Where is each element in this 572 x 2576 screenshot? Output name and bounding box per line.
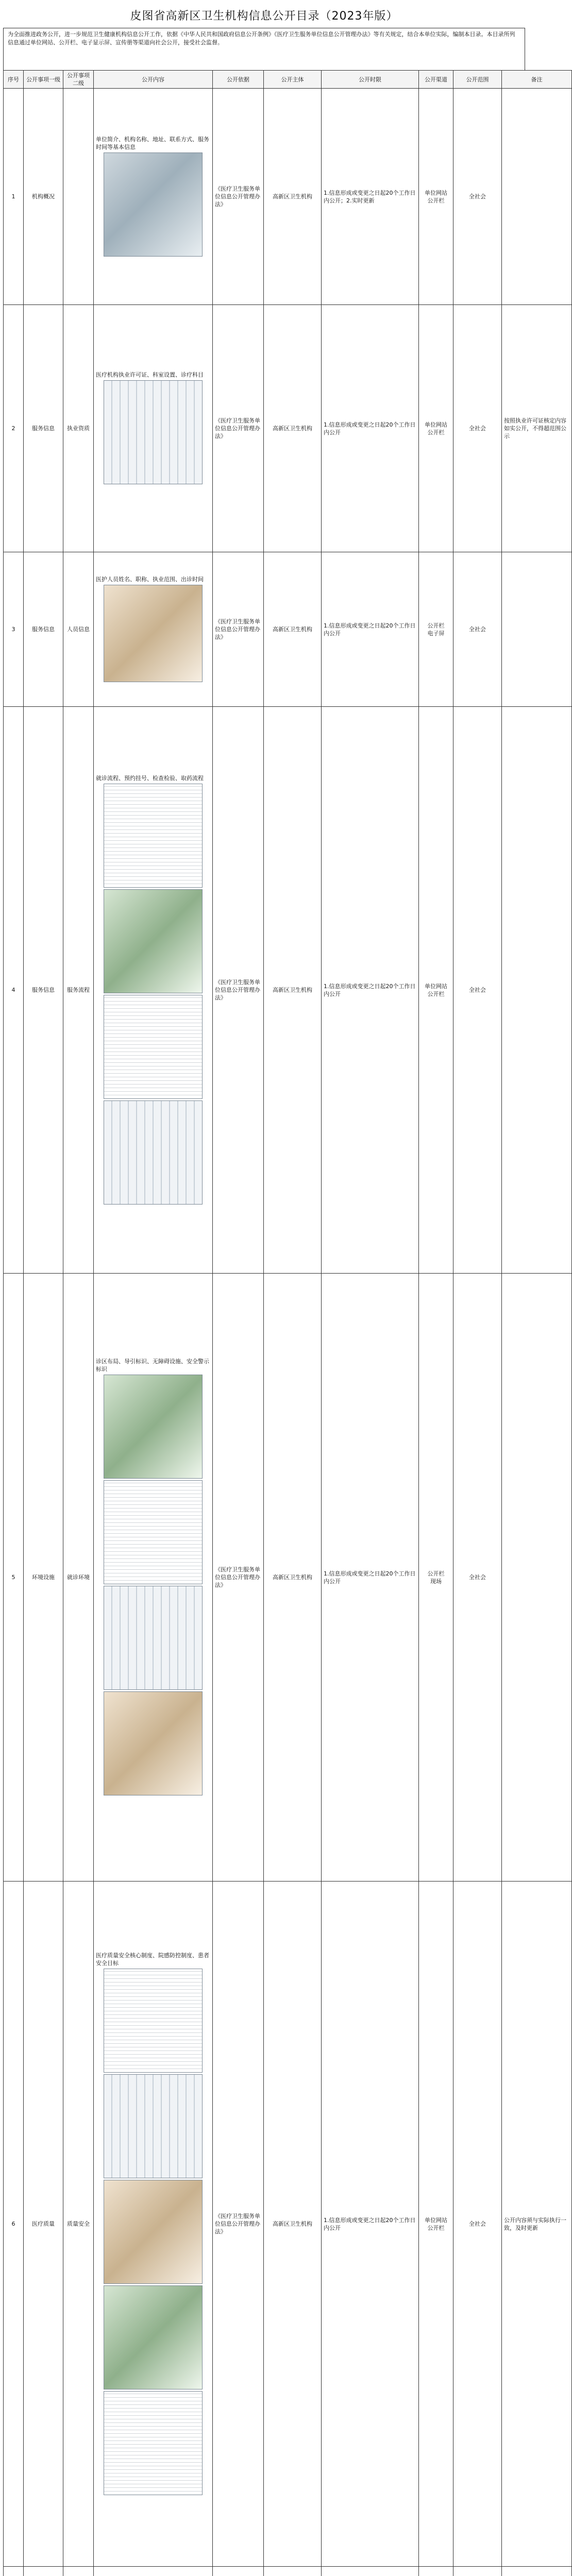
- cell-content: [94, 2567, 213, 2576]
- cell-scope: [453, 552, 502, 707]
- cell-time: [322, 89, 419, 305]
- evidence-photo: [104, 1375, 203, 1479]
- cell-subject: [264, 707, 322, 1274]
- cell-scope-text: 全社会: [469, 425, 486, 432]
- table-row: [4, 305, 572, 552]
- cell-l1-text: 环境设施: [32, 1574, 55, 1581]
- evidence-photo: [104, 889, 203, 993]
- evidence-photo: [104, 1586, 203, 1690]
- cell-l2: [63, 2567, 94, 2576]
- cell-content: [94, 552, 213, 707]
- header-scope: 公开范围: [453, 71, 502, 89]
- cell-basis: [213, 1274, 264, 1882]
- cell-channel-text: 单位网站 公开栏: [425, 189, 447, 204]
- cell-req: [502, 2567, 572, 2576]
- evidence-photo: [104, 585, 203, 682]
- cell-no: [4, 2567, 24, 2576]
- evidence-photo: [104, 784, 203, 888]
- cell-time: [322, 1274, 419, 1882]
- cell-channel: [419, 2567, 453, 2576]
- cell-content-text: 医护人员姓名、职称、执业范围、出诊时间: [96, 575, 204, 583]
- cell-channel-text: 公开栏 电子屏: [427, 622, 445, 637]
- cell-l2: [63, 552, 94, 707]
- evidence-photo: [104, 380, 203, 484]
- cell-subject: [264, 1882, 322, 2567]
- header-no: 序号: [4, 71, 24, 89]
- cell-scope: [453, 2567, 502, 2576]
- evidence-photo: [104, 2180, 203, 2284]
- cell-l1: [24, 2567, 63, 2576]
- table-row: [4, 2567, 572, 2576]
- cell-scope: [453, 707, 502, 1274]
- cell-content: [94, 89, 213, 305]
- cell-l1: [24, 89, 63, 305]
- cell-channel: [419, 305, 453, 552]
- header-req: 备注: [502, 71, 572, 89]
- cell-content-text: 就诊流程、预约挂号、检查检验、取药流程: [96, 774, 204, 782]
- cell-req-text: 按照执业许可证核定内容如实公开，不得超范围公示: [504, 417, 566, 439]
- cell-time-text: 1.信息形成或变更之日起20个工作日内公开: [324, 1570, 416, 1585]
- cell-channel: [419, 552, 453, 707]
- cell-scope: [453, 1882, 502, 2567]
- cell-basis-text: 《医疗卫生服务单位信息公开管理办法》: [215, 979, 260, 1001]
- cell-subject: [264, 1274, 322, 1882]
- table-row: [4, 1882, 572, 2567]
- cell-req: [502, 1274, 572, 1882]
- header-content: 公开内容: [94, 71, 213, 89]
- table-row: [4, 1274, 572, 1882]
- header-subject: 公开主体: [264, 71, 322, 89]
- cell-no-text: 3: [11, 626, 15, 633]
- cell-l1-text: 机构概况: [32, 193, 55, 200]
- cell-l1-text: 服务信息: [32, 626, 55, 633]
- header-time: 公开时限: [322, 71, 419, 89]
- cell-basis-text: 《医疗卫生服务单位信息公开管理办法》: [215, 185, 260, 208]
- cell-scope-text: 全社会: [469, 193, 486, 200]
- cell-time: [322, 1882, 419, 2567]
- cell-req: [502, 89, 572, 305]
- cell-l1: [24, 305, 63, 552]
- cell-content: [94, 1274, 213, 1882]
- table-row: [4, 552, 572, 707]
- cell-scope-text: 全社会: [469, 2221, 486, 2227]
- header-l1: 公开事项一级: [24, 71, 63, 89]
- evidence-photo: [104, 995, 203, 1099]
- cell-req-text: 公开内容须与实际执行一致，及时更新: [504, 2216, 566, 2231]
- cell-channel: [419, 707, 453, 1274]
- cell-l2-text: 人员信息: [67, 626, 90, 633]
- cell-no: [4, 305, 24, 552]
- cell-time-text: 1.信息形成或变更之日起20个工作日内公开: [324, 421, 416, 436]
- cell-basis-text: 《医疗卫生服务单位信息公开管理办法》: [215, 1566, 260, 1588]
- cell-l2: [63, 89, 94, 305]
- cell-subject-text: 高新区卫生机构: [273, 425, 312, 432]
- cell-basis-text: 《医疗卫生服务单位信息公开管理办法》: [215, 417, 260, 439]
- cell-l2: [63, 1882, 94, 2567]
- header-basis: 公开依据: [213, 71, 264, 89]
- cell-time-text: 1.信息形成或变更之日起20个工作日内公开: [324, 2216, 416, 2231]
- cell-l2: [63, 707, 94, 1274]
- cell-time-text: 1.信息形成或变更之日起20个工作日内公开: [324, 622, 416, 637]
- evidence-photo: [104, 1100, 203, 1205]
- cell-l2-text: 就诊环境: [67, 1574, 90, 1581]
- cell-time: [322, 2567, 419, 2576]
- cell-subject: [264, 89, 322, 305]
- cell-content-text: 诊区布局、导引标识、无障碍设施、安全警示标识: [96, 1358, 209, 1372]
- cell-subject-text: 高新区卫生机构: [273, 2221, 312, 2227]
- cell-l1-text: 服务信息: [32, 987, 55, 993]
- cell-no: [4, 552, 24, 707]
- cell-l2-text: 服务流程: [67, 987, 90, 993]
- cell-l1-text: 服务信息: [32, 425, 55, 432]
- evidence-photo: [104, 152, 203, 257]
- cell-channel: [419, 89, 453, 305]
- cell-basis-text: 《医疗卫生服务单位信息公开管理办法》: [215, 2213, 260, 2235]
- document-intro: 为全面推进政务公开，进一步规范卫生健康机构信息公开工作，依据《中华人民共和国政府信息公开条例》《医疗卫生服务单位信息公开管理办法》等有关规定，结合本单位实际，编制本目录。本目录所列信息通过单位网站、公开栏、电子显示屏、宣传册等渠道向社会公开，接受社会监督。: [3, 28, 525, 75]
- cell-subject-text: 高新区卫生机构: [273, 626, 312, 633]
- cell-basis-text: 《医疗卫生服务单位信息公开管理办法》: [215, 618, 260, 640]
- cell-l2-text: 质量安全: [67, 2221, 90, 2227]
- cell-channel: [419, 1274, 453, 1882]
- cell-content: [94, 707, 213, 1274]
- header-l2: 公开事项二级: [63, 71, 94, 89]
- cell-subject-text: 高新区卫生机构: [273, 987, 312, 993]
- cell-channel: [419, 1882, 453, 2567]
- cell-content-text: 医疗机构执业许可证、科室设置、诊疗科目: [96, 371, 204, 378]
- cell-no: [4, 707, 24, 1274]
- cell-no-text: 5: [11, 1574, 15, 1581]
- cell-basis: [213, 707, 264, 1274]
- cell-req: [502, 552, 572, 707]
- cell-no-text: 6: [11, 2221, 15, 2227]
- cell-no: [4, 1882, 24, 2567]
- evidence-photo: [104, 1691, 203, 1795]
- cell-l2: [63, 305, 94, 552]
- table-header-row: [4, 71, 572, 89]
- cell-content: [94, 305, 213, 552]
- cell-req: [502, 707, 572, 1274]
- cell-subject: [264, 2567, 322, 2576]
- cell-subject-text: 高新区卫生机构: [273, 1574, 312, 1581]
- cell-l1: [24, 707, 63, 1274]
- cell-l1-text: 医疗质量: [32, 2221, 55, 2227]
- cell-subject: [264, 552, 322, 707]
- cell-content-text: 医疗质量安全核心制度、院感防控制度、患者安全目标: [96, 1952, 209, 1967]
- header-channel: 公开渠道: [419, 71, 453, 89]
- cell-scope: [453, 1274, 502, 1882]
- cell-no: [4, 1274, 24, 1882]
- document-title: 皮图省高新区卫生机构信息公开目录（2023年版）: [130, 10, 398, 23]
- cell-channel-text: 单位网站 公开栏: [425, 2216, 447, 2231]
- disclosure-table: [3, 70, 572, 2576]
- cell-channel-text: 公开栏 现场: [427, 1570, 445, 1585]
- evidence-photo: [104, 2391, 203, 2495]
- evidence-photo: [104, 1969, 203, 2073]
- cell-basis: [213, 89, 264, 305]
- cell-no-text: 1: [11, 193, 15, 200]
- cell-scope: [453, 89, 502, 305]
- evidence-photo: [104, 1480, 203, 1584]
- cell-l2: [63, 1274, 94, 1882]
- cell-l1: [24, 1882, 63, 2567]
- evidence-photo: [104, 2074, 203, 2178]
- cell-scope-text: 全社会: [469, 1574, 486, 1581]
- cell-channel-text: 单位网站 公开栏: [425, 421, 447, 436]
- cell-req: [502, 1882, 572, 2567]
- table-row: [4, 89, 572, 305]
- cell-basis: [213, 2567, 264, 2576]
- cell-no: [4, 89, 24, 305]
- cell-l1: [24, 1274, 63, 1882]
- cell-content-text: 单位简介、机构名称、地址、联系方式、服务时间等基本信息: [96, 135, 209, 150]
- cell-subject: [264, 305, 322, 552]
- cell-time-text: 1.信息形成或变更之日起20个工作日内公开；2.实时更新: [324, 189, 416, 204]
- cell-time: [322, 707, 419, 1274]
- cell-time: [322, 552, 419, 707]
- table-row: [4, 707, 572, 1274]
- cell-req: [502, 305, 572, 552]
- cell-time: [322, 305, 419, 552]
- cell-channel-text: 单位网站 公开栏: [425, 982, 447, 997]
- cell-basis: [213, 1882, 264, 2567]
- cell-basis: [213, 552, 264, 707]
- cell-no-text: 4: [11, 987, 15, 993]
- cell-scope-text: 全社会: [469, 626, 486, 633]
- cell-time-text: 1.信息形成或变更之日起20个工作日内公开: [324, 982, 416, 997]
- cell-scope-text: 全社会: [469, 987, 486, 993]
- cell-l1: [24, 552, 63, 707]
- cell-basis: [213, 305, 264, 552]
- cell-scope: [453, 305, 502, 552]
- cell-l2-text: 执业资质: [67, 425, 90, 432]
- cell-content: [94, 1882, 213, 2567]
- evidence-photo: [104, 2285, 203, 2389]
- cell-subject-text: 高新区卫生机构: [273, 193, 312, 200]
- cell-no-text: 2: [11, 425, 15, 432]
